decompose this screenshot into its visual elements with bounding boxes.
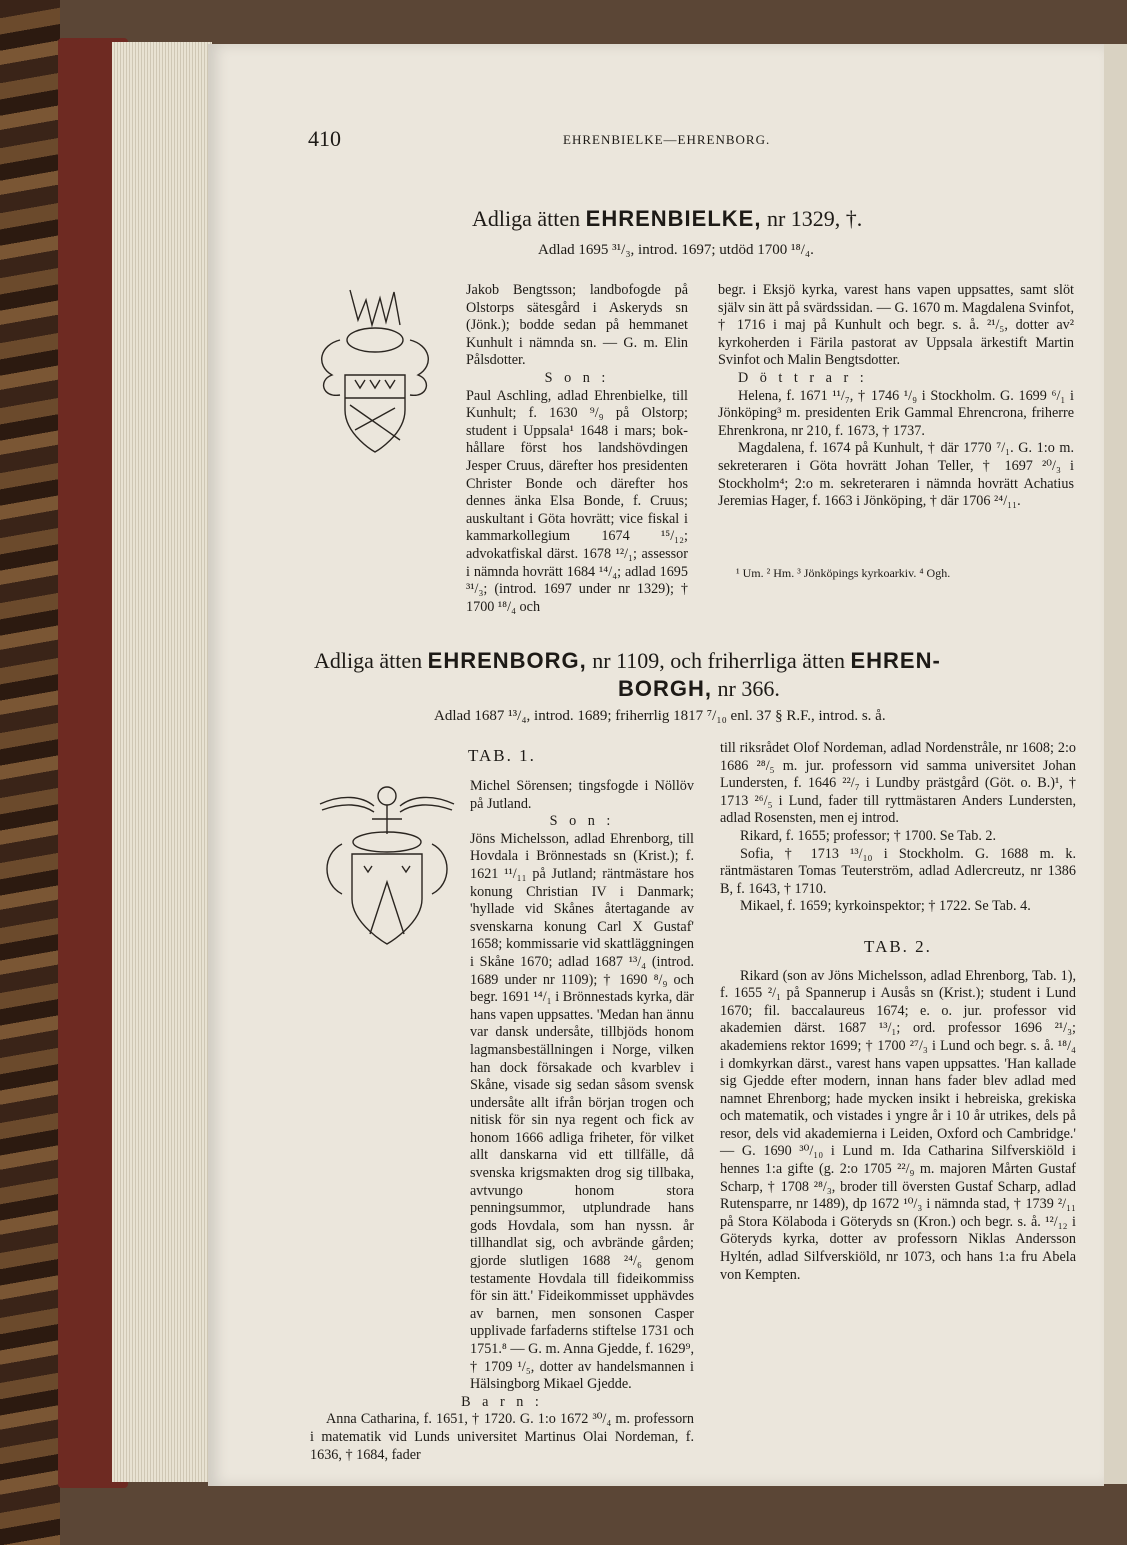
ehrenbielke-magdalena: Magdalena, f. 1674 på Kunhult, † där 1770 ⁷/₁. G. 1:o m. sekreteraren i Göta hovrätt Johan Teller, † 1697 ²⁰/₃ i Stockholm⁴; 2:o m. sekreteraren i nämnda hovrätt Achatius Jeremias Hager, f. 1663 i Jönköping, † där 1706 ²⁴/₁₁. [718,440,1074,510]
ehrenbielke-right-column [718,282,1074,511]
ehrenborg-anna-catharina: Anna Catharina, f. 1651, † 1720. G. 1:o 1672 ³⁰/₄ m. professorn i matematik vid Lunds universitet Martinus Olai Nordeman, f. 1636, † 1684, fader [310,1411,694,1463]
ehrenborg-rikard-tab2: Rikard (son av Jöns Michelsson, adlad Ehrenborg, Tab. 1), f. 1655 ²/₁ på Spannerup i Ausås sn (Krist.); student i Lund 1670; fil. baccalaureus 1674; e. o. jur. professor vid akademien därst. 1687 ¹³/₁; ord. professor 1696 ²¹/₃; akademiens rektor 1699; † 1700 ²⁷/₃ i Lund och begr. s. å. ¹⁸/₄ i domkyrkan därst., varest hans vapen uppsattes. 'Han kallade sig Gjedde efter modern, innan hans fader blev adlad med namnet Ehrenborg; hade mycken insikt i hebreiska, grekiska och matematik, och vistades i yngre år i 10 år utrikes, dels på resor, dels vid akademierna i Leiden, Oxford och Cambridge.' — G. 1690 ³⁰/₁₀ i Lund m. Ida Catharina Silfverskiöld i hennes 1:a gifte (g. 2:o 1705 ²²/₉ m. majoren Mårten Gustaf Scharp, † 1708 ²⁸/₃, broder till översten Gustaf Scharp, adlad Rutensparre, nr 1489), dp 1672 ¹⁰/₃ i nämnda stad, † 1739 ²/₁₁ på Stora Kölaboda i Göteryds sn (Kron.) och begr. s. å. ¹²/₁₂ i Göteryds kyrka, dotter av professorn Niklas Andersson Hyltén, adlad Silfverskiöld, nr 1073, och hans 1:a fru Abela von Kempten. [720,967,1076,1283]
ehrenbielke-paragraph-paul: Paul Aschling, adlad Ehrenbielke, till Kunhult; f. 1630 ⁹/₉ på Olstorp; student i Uppsala¹ 1648 i mars; bokhållare först hos landshövdingen Jesper Cruus, därefter hos presidenten Christer Bonde och därefter hos dennes änka Elsa Bonde, f. Cruus; auskultant i Göta hovrätt; vice fiskal i kammarkollegium 1674 ¹⁵/₁₂; advokatfiskal därst. 1678 ¹²/₁; assessor i nämnda hovrätt 1684 ¹⁴/₄; adlad 1695 ³¹/₃; (introd. 1697 under nr 1329); † 1700 ¹⁸/₄ och [466,387,688,615]
ehrenborg-paragraph-jons: Jöns Michelsson, adlad Ehrenborg, till Hovdala i Brönnestads sn (Krist.); f. 1621 ¹¹/₁₁ på Jutland; räntmästare hos konung Christian IV i Danmark; 'hyllade vid Skånes återtagande av svenskarna konung Carl X Gustaf' 1658; kommissarie vid skattläggningen i Skåne 1670; adlad 1687 ¹³/₄ (introd. 1689 under nr 1109); † 1690 ⁸/₉ och begr. 1691 ¹⁴/₁ i Brönnestads kyrka, där hans vapen uppsattes. 'Medan han ännu var dansk undersåte, tillbjöds honom lagmansbeställningen i Norge, vilken han dock försakade och kvarblev i Skåne, visade sig sedan såsom svensk undersåte allt ifrån början trogen och nitisk för sin nya regent och fick av honom 1666 adliga friheter, för vilket allt danskarna vid ett tillfälle, då svenska krigsmakten drog sig tillbaka, avtvungo honom stora penningsummor, utplundrade hans gods Hovdala, som han nyssn. år tillhandlat sig, och avbrände gården; gjorde slutligen 1688 ²⁴/₆ genom testamente Hovdala till fideikommiss för sin ätt.' Fideikommisset upphävdes av barnen, men sonsonen Casper upplivade farfaderns stiftelse 1731 och 1751.⁸ — G. m. Anna Gjedde, f. 1629⁹, † 1709 ¹/₅, dotter av handelsmannen i Hälsingborg Mikael Gjedde. [470,830,694,1393]
ehrenborg-sofia-entry: Sofia, † 1713 ¹³/₁₀ i Stockholm. G. 1688 m. k. räntmästaren Tomas Teuterström, adlad Adlercreutz, nr 1386 B, f. 1643, † 1710. [720,845,1076,897]
tab-2-heading: TAB. 2. [864,936,932,956]
running-head: EHRENBIELKE—EHRENBORG. [563,132,771,147]
ehrenborg-rikard-entry: Rikard, f. 1655; professor; † 1700. Se Tab. 2. [740,827,997,844]
ehrenbielke-left-column [308,282,688,616]
facing-page-edge [1100,44,1127,1484]
ehrenbielke-right-paragraph-1: begr. i Eksjö kyrka, varest hans vapen uppsattes, samt slöt själv sin ätt på svärdssidan. — G. 1670 m. Magdalena Svinfot, † 1716 i maj på Kunhult och begr. s. å. ²¹/₅, dotter av² kyrkoherden i Färila pastorat av Uppsala ärkestift Martin Svinfot och Malin Bengtsdotter. [718,282,1074,369]
book-spine [0,0,60,1545]
ehrenborg-mikael-entry: Mikael, f. 1659; kyrkoinspektor; † 1722. Se Tab. 4. [740,898,1031,915]
ehrenborg-left-column [310,778,694,1464]
ehrenborg-children-heading: B a r n : [461,1393,543,1410]
ehrenborg-paragraph-michel: Michel Sörensen; tingsfogde i Nöllöv på Jutland. [470,778,694,812]
ehrenbielke-paragraph-jakob: Jakob Bengtsson; landbofogde på Olstorps sätesgård i Askeryds sn (Jönk.); bodde sedan på hemmanet Kunhult i nämnda sn. — G. m. Elin Pålsdotter. [466,282,688,369]
ehrenbielke-helena: Helena, f. 1671 ¹¹/₇, † 1746 ¹/₉ i Stockholm. G. 1699 ⁶/₁ i Jönköping³ m. presidenten Erik Gammal Ehrencrona, friherre Ehrenkrona, nr 210, f. 1673, † 1737. [718,387,1074,439]
book-page [208,44,1104,1486]
ehrenbielke-daughters-heading: D ö t t r a r : [738,369,868,386]
ehrenborg-title-line-2: BORGH, nr 366. [618,676,780,701]
page-stack-edge [112,42,212,1482]
page-number: 410 [308,126,341,151]
ehrenborg-title-line-1: Adliga ätten EHRENBORG, nr 1109, och friherrliga ätten EHREN- [314,648,941,673]
ehrenbielke-footnotes: ¹ Um. ² Hm. ³ Jönköpings kyrkoarkiv. ⁴ Ogh. [736,566,951,580]
tab-1-heading: TAB. 1. [468,746,536,765]
ehrenbielke-son-heading: S o n : [544,369,610,386]
ehrenborg-right-paragraph-1: till riksrådet Olof Nordeman, adlad Nordenstråle, nr 1608; 2:o 1686 ²⁸/₅ m. jur. professorn vid samma universitet Johan Lundersten, f. 1646 ²²/₇ i Lundby prästgård (Göt. o. B.)¹, † 1713 ²⁶/₅ i Lund, fader till ryttmästaren Anders Lundersten, adlad Rosensten, men ej introd. [720,740,1076,827]
ehrenbielke-title: Adliga ätten EHRENBIELKE, nr 1329, †. [472,206,863,231]
ehrenborg-right-column [720,740,1076,1284]
ehrenbielke-subline: Adlad 1695 ³¹/₃, introd. 1697; utdöd 1700 ¹⁸/₄. [538,242,814,258]
ehrenborg-son-heading: S o n : [549,813,615,830]
ehrenborg-subline: Adlad 1687 ¹³/₄, introd. 1689; friherrlig 1817 ⁷/₁₀ enl. 37 § R.F., introd. s. å. [434,708,886,724]
